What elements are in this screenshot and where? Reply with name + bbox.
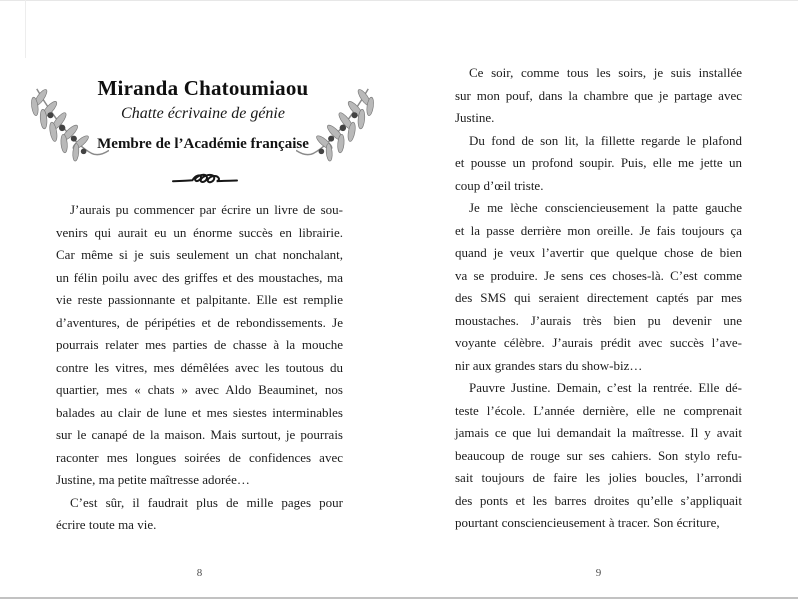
text-line: Justine, ma petite maîtresse adorée… [56, 472, 250, 487]
text-line: des SMS qui seraient directement captés par mes [455, 290, 742, 305]
text-line: Du fond de son lit, la fillette regarde le plafond [469, 132, 742, 148]
text-line: Ce soir, comme tous les soirs, je suis installée [469, 65, 742, 80]
paragraph [455, 62, 742, 130]
text-line: un félin poilu avec des griffes et des moustaches, ma [56, 269, 343, 285]
right-page-number: 9 [595, 567, 602, 579]
text-line: et la passe derrière mon oreille. Je fais toujours ça [455, 222, 742, 238]
text-line: raconter mes longues soirées de confidences avec [56, 449, 343, 465]
text-line: et pousse un profond soupir. Puis, elle me jette un [455, 155, 742, 170]
paragraph [455, 377, 742, 535]
left-page-body [56, 199, 343, 537]
paragraph [455, 130, 742, 198]
text-line: pourtant consciencieusement à tracer. Son écriture, [455, 515, 720, 530]
text-line: Justine. [455, 110, 495, 125]
text-line: sur le canapé de la maison. Mais surtout, je pourrais [56, 427, 343, 442]
text-line: Pauvre Justine. Demain, c’est la rentrée. Elle dé- [469, 380, 742, 395]
page-bottom-edge [0, 597, 798, 599]
page-left-edge [25, 0, 26, 58]
paragraph [56, 492, 343, 537]
text-line: des ponts et les barres droites qu’elle s’appliquait [455, 492, 742, 508]
text-line: Car même si je suis seulement un chat nonchalant, [56, 247, 343, 262]
text-line: sait toujours de faire les jolies boucles, l’arrondi [455, 470, 742, 485]
text-line: jamais ce que lui demandait la maîtresse. Il y avait [455, 425, 742, 440]
paragraph [56, 199, 343, 492]
chapter-author-title: Miranda Chatoumiaou [97, 76, 309, 100]
text-line: contre les vitres, mes démêlées avec les toutous du [56, 359, 343, 375]
page-top-edge [0, 0, 798, 1]
text-line: voyante célèbre. J’aurais prédit avec succès l’ave- [455, 335, 742, 350]
left-page-number: 8 [196, 567, 203, 579]
text-line: écrire toute ma vie. [56, 517, 157, 532]
text-line: teste l’école. L’année dernière, elle ne comprenait [455, 402, 742, 418]
text-line: pourrais relater mes parties de chasse à la mouche [56, 337, 343, 352]
chapter-author-subtitle: Chatte écrivaine de génie [121, 105, 285, 122]
text-line: C’est sûr, il faudrait plus de mille pages pour [70, 494, 343, 510]
text-line: J’aurais pu commencer par écrire un livre de sou- [70, 202, 343, 217]
text-line: venirs qui aurait eu un énorme succès en librairie. [56, 224, 343, 240]
text-line: sur mon pouf, dans la chambre que je partage avec [455, 87, 742, 103]
text-line: d’aventures, de péripéties et de rebondissements. Je [56, 314, 343, 330]
text-line: quartier, mes « chats » avec Aldo Beauminet, nos [56, 382, 343, 397]
text-line: Je me lèche consciencieusement la patte gauche [469, 200, 742, 215]
text-line: balades au clair de lune et mes siestes interminables [56, 404, 343, 420]
right-page-body [455, 62, 742, 535]
text-line: coup d’œil triste. [455, 177, 544, 193]
text-line: quand je veux l’avertir que quelque chose de bien [455, 245, 742, 260]
text-line: va se produire. Je sens ces choses-là. C’est comme [455, 267, 742, 283]
text-line: moustaches. J’aurais très bien pu devenir une [455, 312, 742, 328]
text-line: beaucoup de rouge sur ses cahiers. Son stylo refu- [455, 447, 742, 463]
rope-twist-divider-icon [172, 172, 238, 188]
paragraph [455, 197, 742, 377]
text-line: vie reste passionnante et palpitante. Elle est remplie [56, 292, 343, 307]
chapter-author-affiliation: Membre de l’Académie française [97, 136, 309, 152]
text-line: nir aux grandes stars du show-biz… [455, 357, 643, 373]
